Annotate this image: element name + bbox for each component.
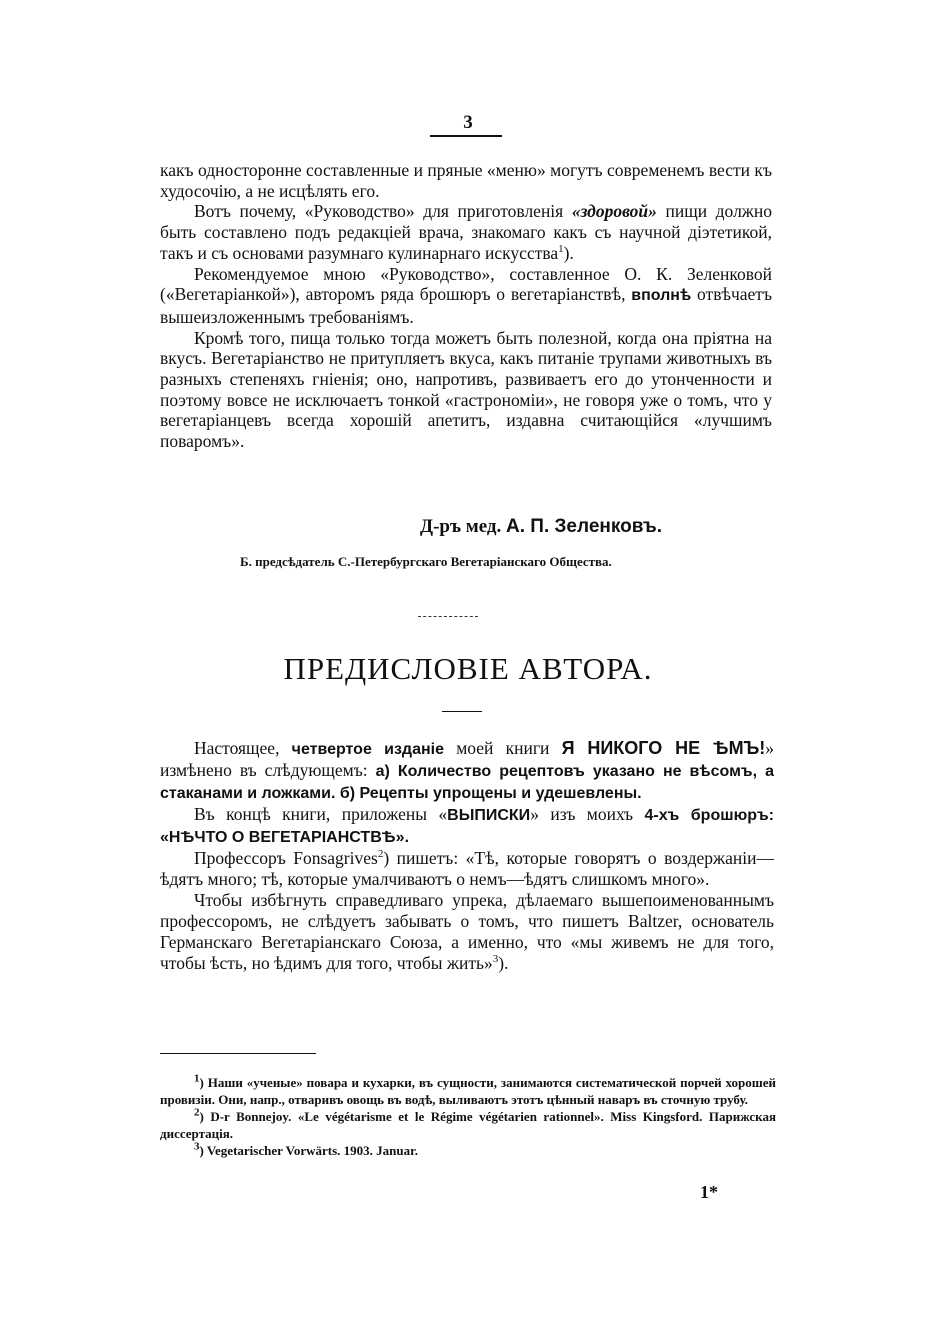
footnote-2: $^2$) D-r Bonnejoy. «Le végétarisme et le Régime végétarien rationnel». Miss Kingsford. Парижская диссертація. [160, 1106, 776, 1141]
signature-name: А. П. Зеленковъ. [506, 516, 663, 537]
signature-affiliation: Б. предсѣдатель С.-Петербургскаго Вегетаріанскаго Общества. [240, 554, 612, 569]
footnote-ref-3[interactable]: 3 [492, 953, 499, 966]
footnote-ref-2[interactable]: 2 [377, 848, 384, 861]
emphasis-fully: вполнѣ [631, 287, 692, 305]
intro-paragraph-1: какъ односторонне составленные и пряные «меню» могутъ современемъ вести къ худосочію, а не исцѣлять его. [160, 160, 772, 201]
title-rule [442, 711, 482, 712]
intro-paragraph-2: Вотъ почему, «Руководство» для приготовленія «здоровой» пищи должно быть составлено подъ редакціей врача, знакомаго какъ съ научной діэтетикой, такъ и съ основами разумнаго кулинарнаго искусства$^1$). [160, 201, 773, 263]
book-title: Я НИКОГО НЕ ѢМЪ! [561, 738, 766, 758]
emphasis-excerpts: ВЫПИСКИ [447, 807, 531, 824]
preface-text [160, 738, 774, 974]
sheet-mark: 1* [700, 1182, 718, 1202]
preface-paragraph-1: Настоящее, четвертое изданіе моей книги Я НИКОГО НЕ ѢМЪ!» измѣнено въ слѣдующемъ: а) Количество рецептовъ указано не вѣсомъ, а стаканами и ложками. б) Рецепты упрощены и удешевлены. [160, 738, 774, 802]
footnote-1: $^1$) Наши «ученые» повара и кухарки, въ сущности, занимаются систематической порчей хорошей провизіи. Они, напр., отваривъ овощь въ водѣ, выливаютъ этотъ цѣнный наваръ въ сточную трубу. [160, 1072, 776, 1107]
preface-paragraph-4: Чтобы избѣгнуть справедливаго упрека, дѣлаемаго вышепоименованнымъ профессоромъ, не слѣдуетъ забывать о томъ, что пишетъ Baltzer, основатель Германскаго Вегетаріанскаго Союза, а именно, что «мы живемъ не для того, чтобы ѣсть, но ѣдимъ для того, чтобы жить»$^3$). [160, 890, 774, 973]
intro-text [160, 160, 772, 452]
intro-paragraph-3: Рекомендуемое мною «Руководство», составленное О. К. Зеленковой («Вегетаріанкой»), авторомъ ряда брошюръ о вегетаріанствѣ, вполнѣ отвѣчаетъ вышеизложеннымъ требованіямъ. [160, 263, 772, 327]
intro-paragraph-4: Кромѣ того, пища только тогда можетъ быть полезной, когда она пріятна на вкусъ. Вегетаріанство не притупляетъ вкуса, какъ питаніе трупами животныхъ въ разныхъ степеняхъ гніенія; оно, напротивъ, развиваетъ его до утонченности и поэтому вовсе не исключаетъ тонкой «гастрономіи», не говоря уже о томъ, что у вегетаріанцевъ всегда хорошій апетитъ, издавна считающійся «лучшимъ поваромъ». [160, 327, 772, 452]
preface-paragraph-2: Въ концѣ книги, приложены «ВЫПИСКИ» изъ моихъ 4-хъ брошюръ: «НѢЧТО О ВЕГЕТАРІАНСТВѢ». [160, 804, 774, 846]
edition-changes: а) Количество рецептовъ указано не вѣсомъ, а стаканами и ложками. б) Рецепты упрощены и удешевлены. [160, 763, 774, 802]
emphasis-fourth-edition: четвертое изданіе [291, 741, 444, 758]
page-number: 3 [463, 112, 473, 133]
preface-title: ПРЕДИСЛОВІЕ АВТОРА. [283, 651, 653, 686]
signature: Д-ръ мед. А. П. Зеленковъ. [420, 516, 663, 537]
section-separator [418, 616, 478, 617]
preface-paragraph-3: Профессоръ Fonsagrives$^2$) пишетъ: «Тѣ, которые говорятъ о воздержаніи—ѣдятъ много; тѣ, которые умалчиваютъ о немъ—ѣдятъ слишкомъ много». [160, 848, 775, 889]
brochures-title: 4-хъ брошюръ: «НѢЧТО О ВЕГЕТАРІАНСТВѢ». [160, 807, 774, 846]
footnote-3: $^3$) Vegetarischer Vorwärts. 1903. Januar. [194, 1140, 418, 1158]
emphasis-healthy: «здоровой» [571, 201, 657, 222]
footnote-rule [160, 1053, 316, 1054]
footnote-ref-1[interactable]: 1 [558, 242, 564, 255]
footnotes [160, 1074, 776, 1159]
page-number-rule [430, 135, 502, 137]
